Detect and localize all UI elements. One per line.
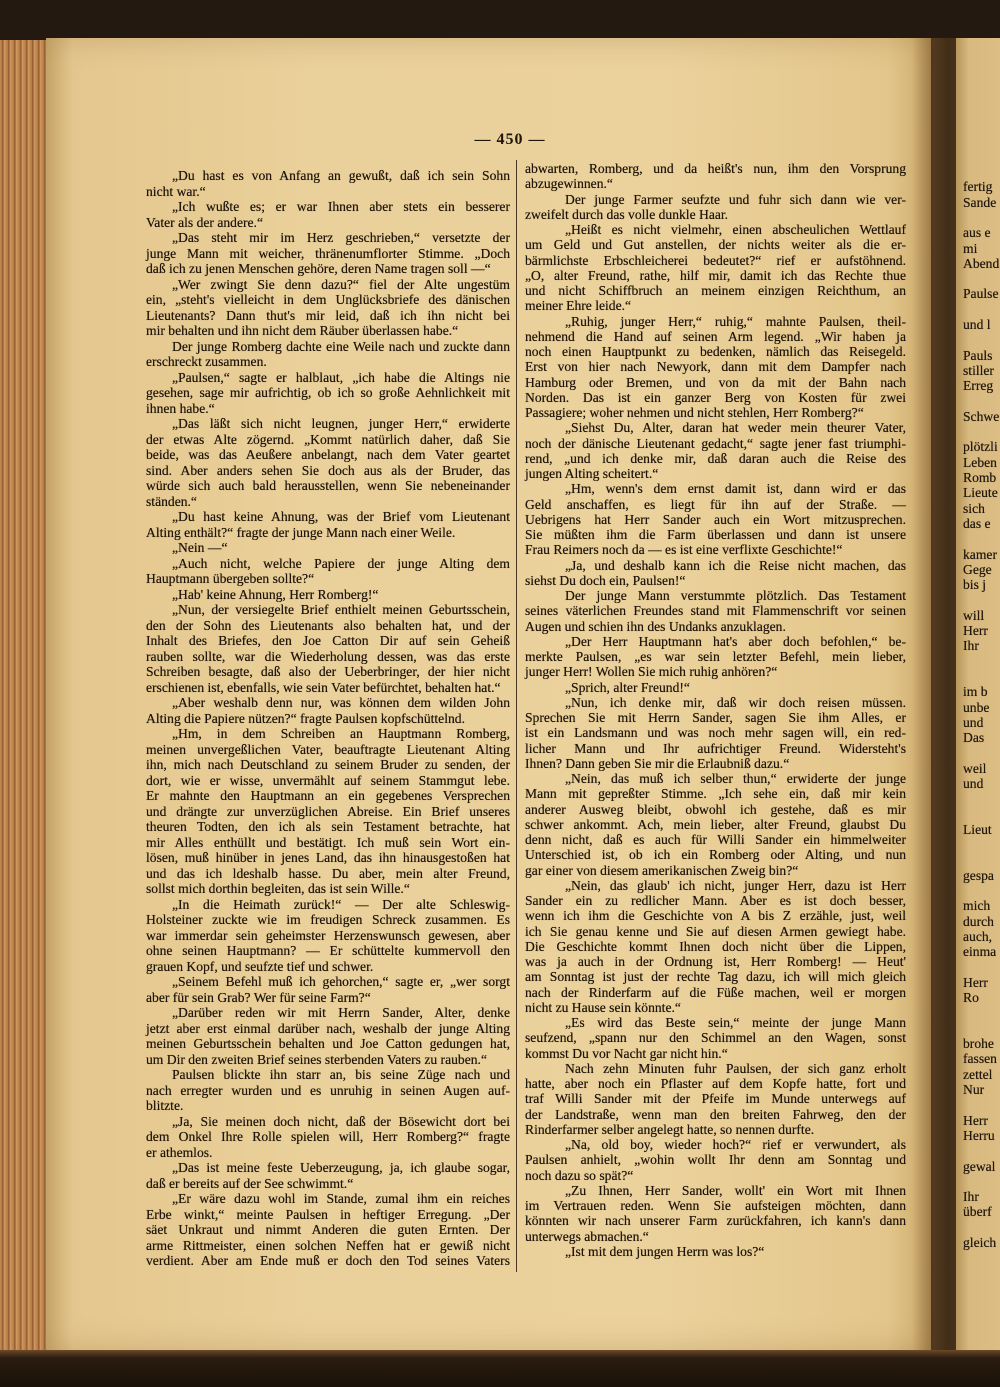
text-line: jungen Alting scheitert.“: [525, 466, 659, 481]
text-line: ständen.“: [146, 493, 197, 509]
paragraph: [146, 1067, 510, 1114]
paragraph: [146, 602, 510, 695]
text-line: „Das läßt sich nicht leugnen, junger Herr,“ erwiderte: [172, 416, 510, 431]
paragraph: [525, 680, 906, 695]
text-line: denn nicht, daß es auch für Willi Sander ein himmelweiter: [525, 832, 906, 847]
text-line: nicht war.“: [146, 183, 206, 199]
text-line: lösen, muß hinüber in jenes Land, das ihn hinausgestoßen hat: [146, 850, 510, 865]
text-line: junge Mann mit weicher, thränenumflorter Stimme. „Doch: [146, 245, 510, 261]
text-line: arme Rittmeister, einen solchen Neffen hat er gewiß nicht: [146, 1237, 510, 1253]
text-line: Erst von hier nach Newyork, dann mit dem Dampfer nach: [525, 359, 906, 375]
next-page-text-fragment: Leben: [963, 454, 997, 470]
text-line: „Auch nicht, welche Papiere der junge Alting dem: [172, 555, 510, 571]
next-page-text-fragment: Ihr: [963, 638, 979, 654]
text-line: „Nein, das glaub' ich nicht, junger Herr, dazu ist Herr: [565, 877, 906, 893]
paragraph: [525, 1015, 906, 1061]
text-line: Unterschied ist, ob ich ein Romberg oder Alting, und nun: [525, 847, 906, 863]
text-line: licher Mann und Ihr aufrichtiger Freund. Widersteht's: [525, 740, 906, 756]
paragraph: [146, 370, 510, 417]
text-line: ein, „steht's vielleicht in dem Unglücksbriefe des dänischen: [146, 292, 510, 307]
text-line: Sander ein zu redlicher Mann. Aber es ist doch besser,: [525, 893, 906, 908]
paragraph: [525, 558, 906, 589]
text-line: bärmlichste Erbschleicherei bedeutet?“ rief er aufstöhnend.: [525, 252, 906, 268]
text-line: rauben sollte, war die Wiederholung dessen, was das erste: [146, 648, 510, 664]
text-line: Holsteiner zuckte wie im freudigen Schreck zusammen. Es: [146, 912, 510, 927]
text-line: „O, alter Freund, rathe, hilf mir, damit ich das Rechte thue: [525, 267, 906, 283]
text-line: wenn ich ihm die Geschichte von A bis Z erzähle, just, weil: [525, 908, 906, 924]
paragraph: [146, 416, 510, 509]
text-line: Er mahnte den Hauptmann an ein gegebenes Versprechen: [146, 788, 510, 803]
paragraph: [525, 314, 906, 421]
text-line: Hamburg oder Bremen, und von da mit der Bahn nach: [525, 374, 906, 390]
text-line: ohne seinen Hauptmann? — Er schüttelte kummervoll den: [146, 943, 510, 958]
text-line: „Nun, der versiegelte Brief enthielt meinen Geburtsschein,: [172, 602, 510, 617]
text-line: „Seinem Befehl muß ich gehorchen,“ sagte er, „wer sorgt: [172, 974, 510, 989]
text-line: „Er wäre dazu wohl im Stande, zumal ihm ein reiches: [172, 1191, 510, 1206]
text-line: „Es wird das Beste sein,“ meinte der junge Mann: [565, 1015, 906, 1030]
text-line: meiner Ehre leide.“: [525, 298, 632, 314]
paragraph: [146, 556, 510, 587]
text-line: Rinderfarmer selber angelegt hatte, so nennen durfte.: [525, 1121, 815, 1137]
next-page-text-fragment: Schwe: [963, 408, 1000, 424]
text-line: noch der dänische Lieutenant gedacht,“ sagte jener fast triumphi-: [525, 435, 906, 451]
text-line: meinen Geburtsschein behalten und Joe Catton gedungen hat,: [146, 1036, 510, 1051]
next-page-text-fragment: überf: [963, 1204, 992, 1220]
text-line: Sprechen Sie mit Herrn Sander, sagen Sie ihm Alles, er: [525, 710, 906, 725]
paragraph: [525, 481, 906, 557]
text-line: Nach zehn Minuten fuhr Paulsen, der sich ganz erholt: [565, 1060, 906, 1076]
text-line: „Das steht mir im Herz geschrieben,“ versetzte der: [172, 230, 510, 245]
text-line: „Zu Ihnen, Herr Sander, wollt' ein Wort mit Ihnen: [565, 1182, 906, 1198]
text-line: zweifelt durch das volle dunkle Haar.: [525, 206, 729, 222]
paragraph: [146, 168, 510, 199]
paragraph: [146, 509, 510, 540]
text-line: erschreckt zusammen.: [146, 354, 267, 369]
text-line: erschienen ist, ebenfalls, wie sein Vater befürchtet, behalten hat.“: [146, 679, 501, 695]
text-line: „In die Heimath zurück!“ — Der alte Schleswig-: [172, 896, 510, 912]
paragraph: [146, 974, 510, 1005]
next-page-text-fragment: plötzli: [963, 439, 998, 455]
next-page-text-fragment: unbe: [963, 699, 990, 715]
next-page-text-fragment: Herru: [963, 1127, 995, 1143]
text-line: könnten wir nach unserer Farm zurückfahren, ich kann's dann: [525, 1213, 906, 1229]
text-line: Sie müßten ihm die Farm überlassen und dann ist unsere: [525, 527, 906, 542]
text-line: nicht zu Hause sein könnte.“: [525, 999, 681, 1015]
text-line: gar einer von diesem amerikanischen Zweig bin?“: [525, 862, 799, 878]
text-line: Vater als der andere.“: [146, 214, 263, 230]
next-page-text-fragment: weil: [963, 760, 987, 776]
next-page-text-fragment: Gege: [963, 561, 992, 577]
paragraph: [525, 420, 906, 481]
text-line: seines väterlichen Freundes stand mit Flammenschrift vor seinen: [525, 603, 906, 619]
text-line: Paulsen anhielt, „wohin wollt Ihr denn am Sonntag und: [525, 1152, 906, 1168]
text-line: „Nein, das muß ich selber thun,“ erwiderte der junge: [565, 771, 906, 786]
text-line: „Ja, Sie meinen doch nicht, daß der Bösewicht dort bei: [172, 1113, 510, 1129]
book-page-stack-edges: [0, 40, 52, 1350]
text-line: noch einen Hauptpunkt zu bedenken, nämlich das Reisegeld.: [525, 344, 906, 359]
text-line: theuren Todten, den ich als sein Testament betrachte, hat: [146, 819, 510, 834]
text-line: Passagiere; woher nehmen und nicht stehlen, Herr Romberg?“: [525, 405, 864, 420]
text-line: den der Sohn des Lieutenants also behalten hat, und der: [146, 617, 510, 633]
book-bottom-edge: [0, 1350, 1000, 1387]
text-line: Frau Reimers noch da — es ist eine verflixte Geschichte!“: [525, 542, 843, 558]
text-line: „Siehst Du, Alter, daran hat weder mein theurer Vater,: [565, 420, 906, 436]
text-line: Lieutenants? Dann thut's mir leid, daß ich ihn nicht bei: [146, 307, 510, 323]
text-line: dort, wie er wisse, unvermählt auf seinem Stammgut lebe.: [146, 772, 510, 788]
text-line: verdient. Aber am Ende muß er doch den Tod seines Vaters: [146, 1253, 510, 1268]
text-line: „Paulsen,“ sagte er halblaut, „ich habe die Altings nie: [172, 369, 510, 385]
text-line: junger Herr! Wollen Sie mich ruhig anhören?“: [525, 664, 778, 680]
paragraph: [525, 771, 906, 878]
next-page-text-fragment: brohe: [963, 1036, 994, 1052]
paragraph: [525, 1137, 906, 1183]
next-page-text-fragment: stiller: [963, 362, 994, 378]
text-line: im Vertrauen reden. Wenn Sie aufsteigen möchten, dann: [525, 1198, 906, 1213]
paragraph: [525, 1061, 906, 1137]
next-page-text-fragment: Romb: [963, 470, 997, 485]
next-page-text-fragment: Herr: [963, 974, 988, 990]
text-line: „Aber weshalb denn nur, was können dem wilden John: [172, 695, 510, 710]
text-line: ihn, mich nach Deutschland zu seinem Bruder zu senden, der: [146, 757, 510, 772]
text-line: jetzt aber erst einmal darüber nach, weshalb der junge Alting: [146, 1020, 510, 1036]
paragraph: [525, 695, 906, 771]
text-line: „Hm, in dem Schreiben an Hauptmann Romberg,: [172, 726, 510, 741]
paragraph: [146, 339, 510, 370]
text-line: Ihnen? Dann geben Sie mir die Erlaubniß dazu.“: [525, 755, 790, 771]
text-line: siehst Du doch ein, Paulsen!“: [525, 572, 686, 588]
right-text-column: [525, 161, 906, 1259]
text-line: mir behalten und ihn nicht dem Räuber überlassen habe.“: [146, 323, 459, 338]
text-line: der etwas Alte zögernd. „Kommt natürlich daher, daß Sie: [146, 431, 510, 447]
paragraph: [146, 277, 510, 339]
next-page-text-fragment: das e: [963, 515, 991, 531]
paragraph: [146, 199, 510, 230]
text-line: Mann mit gepreßter Stimme. „Ich sehe ein, daß mir kein: [525, 786, 906, 802]
left-text-column: [146, 168, 510, 1269]
next-page-text-fragment: fertig: [963, 179, 993, 195]
next-page-text-fragment: und: [963, 776, 984, 791]
paragraph: [525, 192, 906, 223]
next-page-text-fragment: Sande: [963, 194, 997, 210]
text-line: Alting enthält?“ fragte der junge Mann nach einer Weile.: [146, 524, 456, 540]
text-line: rend, „und ich denke mir, daß daran auch die Reise des: [525, 450, 906, 466]
text-line: noch dazu so spät?“: [525, 1167, 634, 1183]
paragraph: [146, 695, 510, 726]
text-line: kommst Du vor Nacht gar nicht hin.“: [525, 1045, 728, 1061]
text-line: nehmend die Hand auf seinen Arm legend. „Wir haben ja: [525, 328, 906, 344]
next-page-text-fragment: bis j: [963, 577, 987, 593]
text-line: schwer ankommt. Ach, mein lieber, alter Freund, glaubst Du: [525, 816, 906, 832]
text-line: Der junge Farmer seufzte und fuhr sich dann wie ver-: [565, 191, 906, 207]
paragraph: [146, 1160, 510, 1191]
text-line: „Der Herr Hauptmann hat's aber doch befohlen,“ be-: [565, 633, 906, 649]
text-line: „Na, old boy, wieder hoch?“ rief er verwundert, als: [565, 1137, 906, 1152]
text-line: meinen unvergeßlichen Vater, beauftragte Lieutenant Alting: [146, 741, 510, 757]
text-line: würde sich auch bald herausstellen, wenn Sie nebeneinander: [146, 478, 510, 493]
paragraph: [525, 634, 906, 680]
text-line: „Hm, wenn's dem ernst damit ist, dann wird er das: [565, 481, 906, 497]
next-page-text-fragment: im b: [963, 684, 988, 700]
text-line: Uebrigens hat Herr Sander auch ein Wort mitzusprechen.: [525, 511, 906, 527]
text-line: was ja auch in der Ordnung ist, Herr Romberg! — Heut': [525, 954, 906, 969]
next-page-text-fragment: Erreg: [963, 378, 994, 394]
text-line: Erbe winkt,“ meinte Paulsen in heftiger Erregung. „Der: [146, 1206, 510, 1222]
text-line: gesehen, sage mir aufrichtig, ob ich so große Aehnlichkeit mit: [146, 385, 510, 400]
next-page-text-fragment: Das: [963, 730, 985, 746]
paragraph: [146, 230, 510, 277]
text-line: nach der Rinderfarm auf die Füße machen, weil er morgen: [525, 984, 906, 1000]
next-page-text-fragment: Abend: [963, 255, 1000, 271]
text-line: um Dir den zweiten Brief seines sterbenden Vaters zu rauben.“: [146, 1051, 487, 1067]
text-line: „Wer zwingt Sie denn dazu?“ fiel der Alte ungestüm: [172, 276, 510, 292]
text-line: am Sonntag ist just der rechte Tag dazu, ich will mich gleich: [525, 969, 906, 985]
text-line: „Nun, ich denke mir, daß wir doch reisen müssen.: [565, 694, 906, 710]
next-page-text-fragment: fassen: [963, 1051, 997, 1067]
text-line: „Darüber reden wir mit Herrn Sander, Alter, denke: [172, 1005, 510, 1020]
text-line: „Du hast keine Ahnung, was der Brief vom Lieutenant: [172, 509, 510, 524]
text-line: traf Willi Sander mit der Pfeife im Munde unterwegs auf: [525, 1091, 906, 1107]
paragraph: [146, 726, 510, 897]
text-line: unterwegs abmachen.“: [525, 1228, 649, 1244]
text-line: Der junge Mann verstummte plötzlich. Das Testament: [565, 588, 906, 603]
text-line: ihnen habe.“: [146, 400, 215, 416]
paragraph: [525, 222, 906, 314]
text-line: Norden. Das ist ein ganzer Berg von Kosten für zwei: [525, 389, 906, 405]
text-line: um Geld und Gut anstellen, der nichts weiter als die er-: [525, 237, 906, 253]
text-line: sollst mich dorthin begleiten, das ist sein Wille.“: [146, 881, 410, 896]
text-line: „Hab' keine Ahnung, Herr Romberg!“: [172, 586, 379, 602]
page-number: — 450 —: [474, 131, 546, 148]
text-line: nach erregter wurden und es unruhig in seinen Augen auf-: [146, 1082, 510, 1098]
paragraph: [525, 161, 906, 192]
next-page-text-fragment: sich: [963, 500, 985, 516]
text-line: Inhalt des Briefes, den Joe Catton Dir auf sein Geheiß: [146, 633, 510, 648]
text-line: merkte Paulsen, „es war sein letzter Befehl, mein lieber,: [525, 649, 906, 664]
paragraph: [146, 1191, 510, 1269]
next-page-text-fragment: gespa: [963, 867, 994, 883]
book-gutter-shadow: [912, 38, 960, 1350]
text-line: „Ja, und deshalb kann ich die Reise nicht machen, das: [565, 557, 906, 573]
text-line: abwarten, Romberg, und da heißt's nun, ihm den Vorsprung: [525, 161, 906, 176]
text-line: ich Sie genau kenne und Sie auf diesen Armen gewiegt habe.: [525, 923, 906, 939]
next-page-text-fragment: Herr: [963, 1112, 988, 1128]
next-page-text-fragment: durch: [963, 913, 994, 929]
paragraph: [146, 897, 510, 975]
next-page-text-fragment: aus e: [963, 225, 991, 241]
text-line: grauen Kopf, und seufzte tief und schwer.: [146, 958, 374, 974]
text-line: „Ist mit dem jungen Herrn was los?“: [565, 1243, 765, 1259]
next-page-text-fragment: einma: [963, 944, 997, 960]
text-line: Die Geschichte kommt Ihnen doch nicht über die Lippen,: [525, 938, 906, 954]
next-page-text-fragment: Ro: [963, 990, 979, 1006]
next-page-text-fragment: mich: [963, 898, 991, 914]
text-line: „Du hast es von Anfang an gewußt, daß ich sein Sohn: [172, 168, 510, 183]
next-page-text-fragment: Ihr: [963, 1189, 979, 1205]
text-line: daß ich zu jenen Menschen gehöre, deren Name tragen soll —“: [146, 261, 491, 276]
text-line: „Sprich, alter Freund!“: [565, 679, 690, 695]
text-line: Augen und schien ihn des Undanks anzuklagen.: [525, 618, 786, 634]
next-page-edge: [956, 38, 1000, 1350]
text-line: daß er bereits auf der See schwimmt.“: [146, 1175, 354, 1191]
text-line: „Ruhig, junger Herr,“ ruhig,“ mahnte Paulsen, theil-: [565, 313, 906, 329]
paragraph: [146, 1005, 510, 1067]
text-line: der Landstraße, wenn man den breiten Fahrweg, den der: [525, 1106, 906, 1122]
next-page-text-fragment: Lieut: [963, 821, 992, 837]
text-line: seufzend, „spann nur den Schimmel an den Wagen, sonst: [525, 1030, 906, 1046]
text-line: Schreiben besagte, daß also der Ueberbringer, der hier nicht: [146, 664, 510, 679]
text-line: säet Unkraut und nimmt Anderen die guten Ernten. Der: [146, 1222, 510, 1237]
text-line: und das ich ldeshalb hasse. Du aber, mein alter Freund,: [146, 865, 510, 881]
text-line: „Das ist meine feste Ueberzeugung, ja, ich glaube sogar,: [172, 1160, 510, 1175]
text-line: sind. Aber anders sehen Sie doch aus als der Bruder, das: [146, 462, 510, 478]
text-line: Hauptmann übergeben sollte?“: [146, 571, 315, 586]
text-line: beide, was das Aeußere anbelangt, nach dem Vater geartet: [146, 447, 510, 462]
column-divider: [516, 160, 517, 1272]
next-page-text-fragment: und: [963, 714, 984, 730]
text-line: war immerdar sein geheimster Herzenswunsch gewesen, aber: [146, 927, 510, 943]
text-line: er athemlos.: [146, 1144, 213, 1160]
text-line: blitzte.: [146, 1098, 184, 1113]
text-line: Der junge Romberg dachte eine Weile nach und zuckte dann: [172, 338, 510, 354]
text-line: Geld anschaffen, es liegt für ihn auf der Straße. —: [525, 496, 906, 512]
text-line: „Nein —“: [172, 540, 228, 555]
next-page-text-fragment: gewal: [963, 1158, 996, 1174]
next-page-text-fragment: Lieute: [963, 485, 998, 501]
paragraph: [146, 1114, 510, 1161]
paragraph: [525, 878, 906, 1015]
text-line: Paulsen blickte ihn starr an, bis seine Züge nach und: [172, 1067, 510, 1082]
text-line: „Heißt es nicht vielmehr, einen abscheulichen Wettlauf: [565, 222, 906, 237]
text-line: abzugewinnen.“: [525, 176, 613, 192]
next-page-text-fragment: zettel: [963, 1066, 993, 1082]
next-page-text-fragment: Herr: [963, 623, 988, 638]
next-page-text-fragment: Nur: [963, 1082, 985, 1097]
text-line: dem Onkel Ihre Rolle spielen will, Herr Romberg?“ fragte: [146, 1129, 510, 1144]
paragraph: [146, 540, 510, 556]
next-page-text-fragment: will: [963, 607, 985, 623]
text-line: mir Alles enthüllt und bestätigt. Ich muß sein Wort ein-: [146, 834, 510, 850]
text-line: ist ein Landsmann und was noch mehr sagen will, ein red-: [525, 725, 906, 741]
next-page-text-fragment: gleich: [963, 1235, 997, 1250]
next-page-text-fragment: Paulse: [963, 286, 999, 302]
text-line: hatte, aber noch ein Pflaster auf dem Kopfe hatte, fort und: [525, 1076, 906, 1091]
paragraph: [525, 1183, 906, 1244]
text-line: aber für sein Grab? Wer für seine Farm?“: [146, 989, 371, 1005]
text-line: anderer Ausweg bleibt, obwohl ich gestehe, daß es mir: [525, 801, 906, 817]
text-line: „Ich wußte es; er war Ihnen aber stets ein besserer: [172, 199, 510, 214]
paragraph: [146, 587, 510, 603]
text-line: Alting die Papiere nützen?“ fragte Paulsen kopfschüttelnd.: [146, 710, 465, 726]
next-page-text-fragment: Pauls: [963, 347, 993, 363]
paragraph: [525, 1244, 906, 1259]
text-line: und drängte zur unverzüglichen Abreise. Ein Brief unseres: [146, 803, 510, 819]
next-page-text-fragment: mi: [963, 240, 978, 256]
next-page-text-fragment: auch,: [963, 929, 993, 944]
next-page-text-fragment: und l: [963, 317, 991, 332]
text-line: und nicht Schiffbruch an meinem einzigen Reichthum, an: [525, 283, 906, 298]
paragraph: [525, 588, 906, 634]
next-page-text-fragment: kamer: [963, 546, 997, 562]
